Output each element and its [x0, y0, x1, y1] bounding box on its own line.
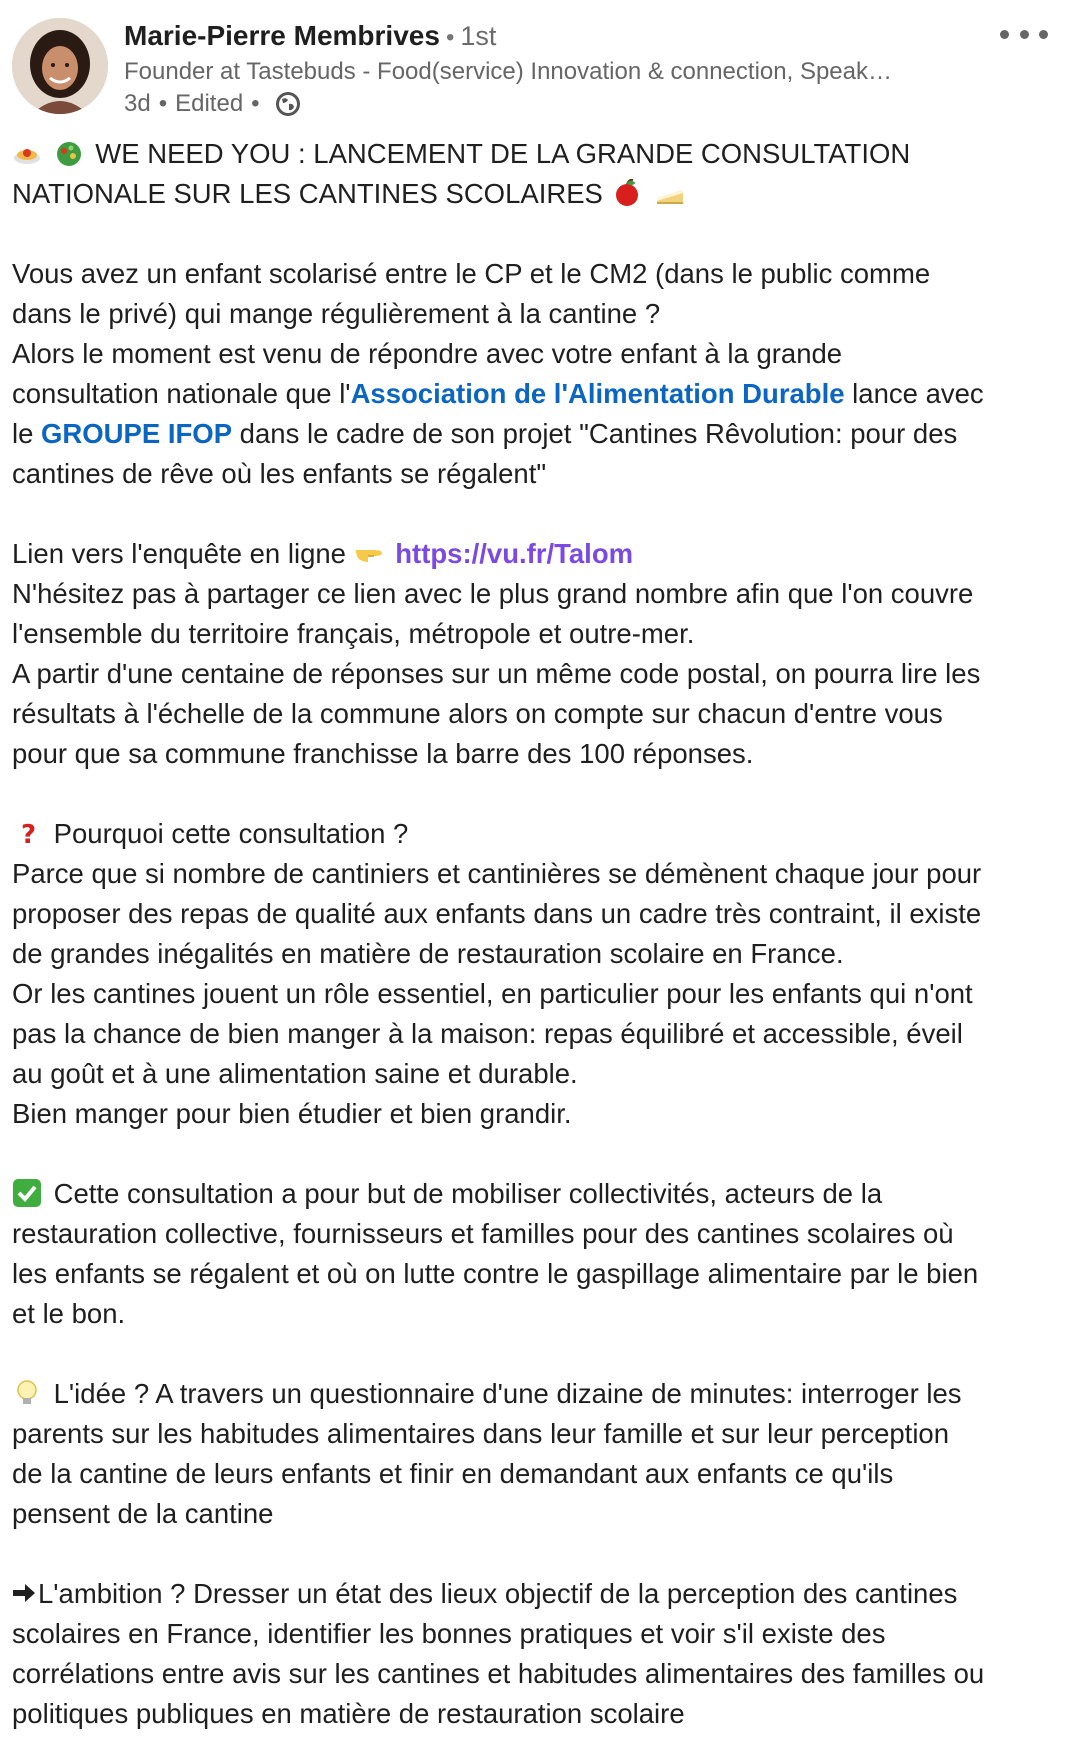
avatar[interactable]: [12, 18, 108, 114]
paragraph-line: Cette consultation a pour but de mobiliser collectivités, acteurs de la: [12, 1174, 1056, 1214]
post-meta: [124, 90, 302, 118]
paragraph-line: Alors le moment est venu de répondre avec votre enfant à la grande: [12, 338, 843, 369]
paragraph-line: ? Pourquoi cette consultation ?: [12, 814, 1056, 854]
connection-degree: 1st: [460, 21, 497, 51]
svg-text:?: ?: [21, 820, 37, 848]
paragraph-line: Or les cantines jouent un rôle essentiel, en particulier pour les enfants qui n'ont: [12, 978, 973, 1009]
globe-icon: [274, 90, 302, 118]
paragraph-line: dans le privé) qui mange régulièrement à la cantine ?: [12, 298, 661, 329]
paragraph-line: résultats à l'échelle de la commune alors on compte sur chacun d'entre vous: [12, 698, 943, 729]
paragraph-line: pas la chance de bien manger à la maison: repas équilibré et accessible, éveil: [12, 1018, 963, 1049]
spaghetti-icon: [12, 138, 42, 168]
paragraph-line: N'hésitez pas à partager ce lien avec le plus grand nombre afin que l'on couvre: [12, 578, 974, 609]
post-title-line-2: NATIONALE SUR LES CANTINES SCOLAIRES: [12, 174, 1056, 214]
separator-dot: •: [445, 24, 455, 51]
author-line: [124, 20, 496, 52]
mention-groupe-ifop[interactable]: GROUPE IFOP: [41, 418, 233, 449]
spacer: [12, 1334, 1056, 1374]
paragraph-line: consultation nationale que l'Association de l'Alimentation Durable lance avec: [12, 378, 984, 409]
paragraph-line: et le bon.: [12, 1298, 126, 1329]
paragraph-line: proposer des repas de qualité aux enfants dans un cadre très contraint, il existe: [12, 898, 982, 929]
more-dot: [1020, 30, 1029, 39]
paragraph-line: de la cantine de leurs enfants et finir en demandant aux enfants ce qu'ils: [12, 1458, 894, 1489]
survey-link[interactable]: https://vu.fr/Talom: [395, 538, 634, 569]
paragraph-line: pour que sa commune franchisse la barre des 100 réponses.: [12, 738, 754, 769]
check-mark-button-icon: [12, 1178, 42, 1208]
post-body: [12, 134, 1056, 1734]
paragraph-line: Vous avez un enfant scolarisé entre le CP et le CM2 (dans le public comme: [12, 258, 931, 289]
separator-dot: •: [158, 90, 168, 117]
paragraph-line: pensent de la cantine: [12, 1498, 274, 1529]
mention-association-alimentation-durable[interactable]: Association de l'Alimentation Durable: [350, 378, 845, 409]
paragraph-line: L'idée ? A travers un questionnaire d'une dizaine de minutes: interroger les: [12, 1374, 1056, 1414]
cake-icon: [654, 176, 686, 208]
post-age: 3d: [124, 90, 151, 117]
backhand-pointing-right-icon: [354, 538, 384, 568]
post-title-line-1: WE NEED YOU : LANCEMENT DE LA GRANDE CONSULTATION: [12, 134, 1056, 174]
spacer: [12, 1134, 1056, 1174]
post-header: [0, 0, 1066, 120]
spacer: [12, 774, 1056, 814]
red-question-mark-icon: [12, 818, 42, 848]
paragraph-line: L'ambition ? Dresser un état des lieux objectif de la perception des cantines: [12, 1574, 1056, 1614]
paragraph-line: A partir d'une centaine de réponses sur un même code postal, on pourra lire les: [12, 658, 981, 689]
spacer: [12, 1534, 1056, 1574]
more-dot: [1039, 30, 1048, 39]
paragraph-line: restauration collective, fournisseurs et familles pour des cantines scolaires où: [12, 1218, 954, 1249]
spacer: [12, 214, 1056, 254]
paragraph-line: Parce que si nombre de cantiniers et cantinières se démènent chaque jour pour: [12, 858, 982, 889]
paragraph-line: au goût et à une alimentation saine et durable.: [12, 1058, 578, 1089]
paragraph-line: parents sur les habitudes alimentaires dans leur famille et sur leur perception: [12, 1418, 950, 1449]
paragraph-line: Bien manger pour bien étudier et bien grandir.: [12, 1098, 572, 1129]
paragraph-line: corrélations entre avis sur les cantines et habitudes alimentaires des familles ou: [12, 1658, 985, 1689]
more-dot: [1000, 30, 1009, 39]
paragraph-line: scolaires en France, identifier les bonnes pratiques et voir s'il existe des: [12, 1618, 886, 1649]
author-headline: Founder at Tastebuds - Food(service) Innovation & connection, Speak…: [124, 58, 892, 85]
right-arrow-icon: [12, 1578, 36, 1608]
paragraph-line: le GROUPE IFOP dans le cadre de son projet "Cantines Rêvolution: pour des: [12, 418, 958, 449]
paragraph-line: Lien vers l'enquête en ligne https://vu.fr/Talom: [12, 538, 634, 569]
salad-icon: [54, 138, 84, 168]
separator-dot: •: [251, 90, 260, 117]
edited-label: Edited: [175, 90, 244, 117]
paragraph-line: politiques publiques en matière de restauration scolaire: [12, 1698, 685, 1729]
paragraph-line: l'ensemble du territoire français, métropole et outre-mer.: [12, 618, 695, 649]
paragraph-line: cantines de rêve où les enfants se régalent": [12, 458, 547, 489]
light-bulb-icon: [12, 1378, 42, 1408]
red-apple-icon: [611, 176, 643, 208]
paragraph-line: de grandes inégalités en matière de restauration scolaire en France.: [12, 938, 844, 969]
more-options-icon[interactable]: [1000, 26, 1048, 42]
author-name[interactable]: Marie-Pierre Membrives: [124, 20, 440, 51]
spacer: [12, 494, 1056, 534]
paragraph-line: les enfants se régalent et où on lutte contre le gaspillage alimentaire par le bien: [12, 1258, 979, 1289]
